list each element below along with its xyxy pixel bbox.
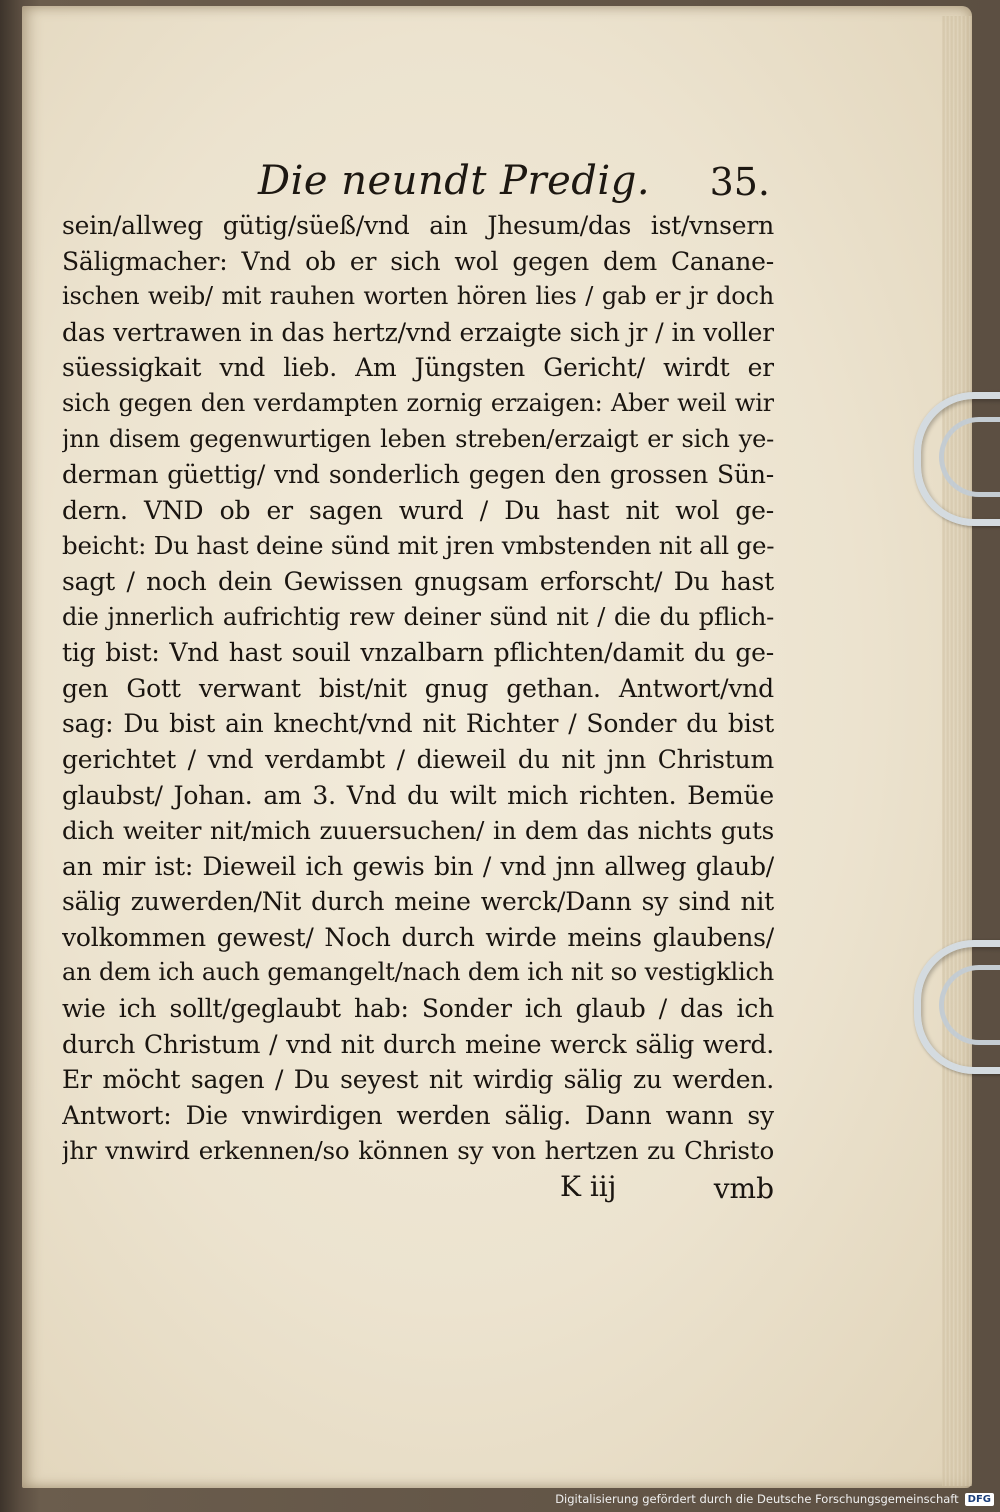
text-line: sein/allweg gütig/süeß/vnd ain Jhesum/das ist/vnsern <box>62 211 774 240</box>
text-line: die jnnerlich aufrichtig rew deiner sünd nit / die du pflich- <box>62 602 774 631</box>
text-line: wie ich sollt/geglaubt hab: Sonder ich glaub / das ich <box>62 994 774 1024</box>
text-line: an mir ist: Dieweil ich gewis bin / vnd jnn allweg glaub/ <box>62 851 774 881</box>
catchword-line <box>560 1170 774 1210</box>
text-line: sagt / noch dein Gewissen gnugsam erforscht/ Du hast <box>62 566 774 596</box>
text-line: durch Christum / vnd nit durch meine werck sälig werd. <box>62 1029 774 1059</box>
text-line: beicht: Du hast deine sünd mit jren vmbstenden nit all ge- <box>62 531 774 561</box>
body-text <box>62 208 774 1169</box>
text-line: dern. VND ob er sagen wurd / Du hast nit wol ge- <box>62 495 774 525</box>
text-line: ischen weib/ mit rauhen worten hören lies / gab er jr doch <box>62 282 774 311</box>
dfg-logo: DFG <box>965 1493 994 1506</box>
text-line: süessigkait vnd lieb. Am Jüngsten Gericht/ wirdt er <box>62 353 774 383</box>
text-line: sälig zuwerden/Nit durch meine werck/Dann sy sind nit <box>62 887 774 917</box>
text-line: an dem ich auch gemangelt/nach dem ich nit so vestigklich <box>62 958 774 987</box>
text-line: jnn disem gegenwurtigen leben streben/erzaigt er sich ye- <box>62 424 774 453</box>
text-line: Er möcht sagen / Du seyest nit wirdig sälig zu werden. <box>62 1065 774 1095</box>
text-line: sag: Du bist ain knecht/vnd nit Richter / Sonder du bist <box>62 709 774 739</box>
catchword: vmb <box>713 1172 774 1205</box>
text-line: volkommen gewest/ Noch durch wirde meins glaubens/ <box>62 922 774 952</box>
page-title: Die neundt Predig. <box>258 158 651 204</box>
text-line: gen Gott verwant bist/nit gnug gethan. Antwort/vnd <box>62 673 774 703</box>
signature-mark: K iij <box>560 1170 617 1203</box>
text-line: Antwort: Die vnwirdigen werden sälig. Dann wann sy <box>62 1100 774 1130</box>
text-line: tig bist: Vnd hast souil vnzalbarn pflichten/damit du ge- <box>62 638 774 668</box>
text-line: dich weiter nit/mich zuuersuchen/ in dem das nichts guts <box>62 816 774 846</box>
text-line: gerichtet / vnd verdambt / dieweil du nit jnn Christum <box>62 744 774 774</box>
footer-credit <box>555 1490 994 1508</box>
text-line: glaubst/ Johan. am 3. Vnd du wilt mich richten. Bemüe <box>62 780 774 810</box>
text-line: jhr vnwird erkennen/so können sy von hertzen zu Christo <box>62 1136 774 1166</box>
footer-credit-text: Digitalisierung gefördert durch die Deutsche Forschungsgemeinschaft <box>555 1492 959 1506</box>
text-line: sich gegen den verdampten zornig erzaigen: Aber weil wir <box>62 388 774 417</box>
page-edge-texture <box>942 16 972 1486</box>
running-header <box>258 158 770 210</box>
text-line: Säligmacher: Vnd ob er sich wol gegen dem Canane- <box>62 246 774 276</box>
text-line: derman güettig/ vnd sonderlich gegen den grossen Sün- <box>62 460 774 490</box>
folio-number: 35. <box>709 160 770 204</box>
text-line: das vertrawen in das hertz/vnd erzaigte sich jr / in voller <box>62 317 774 347</box>
